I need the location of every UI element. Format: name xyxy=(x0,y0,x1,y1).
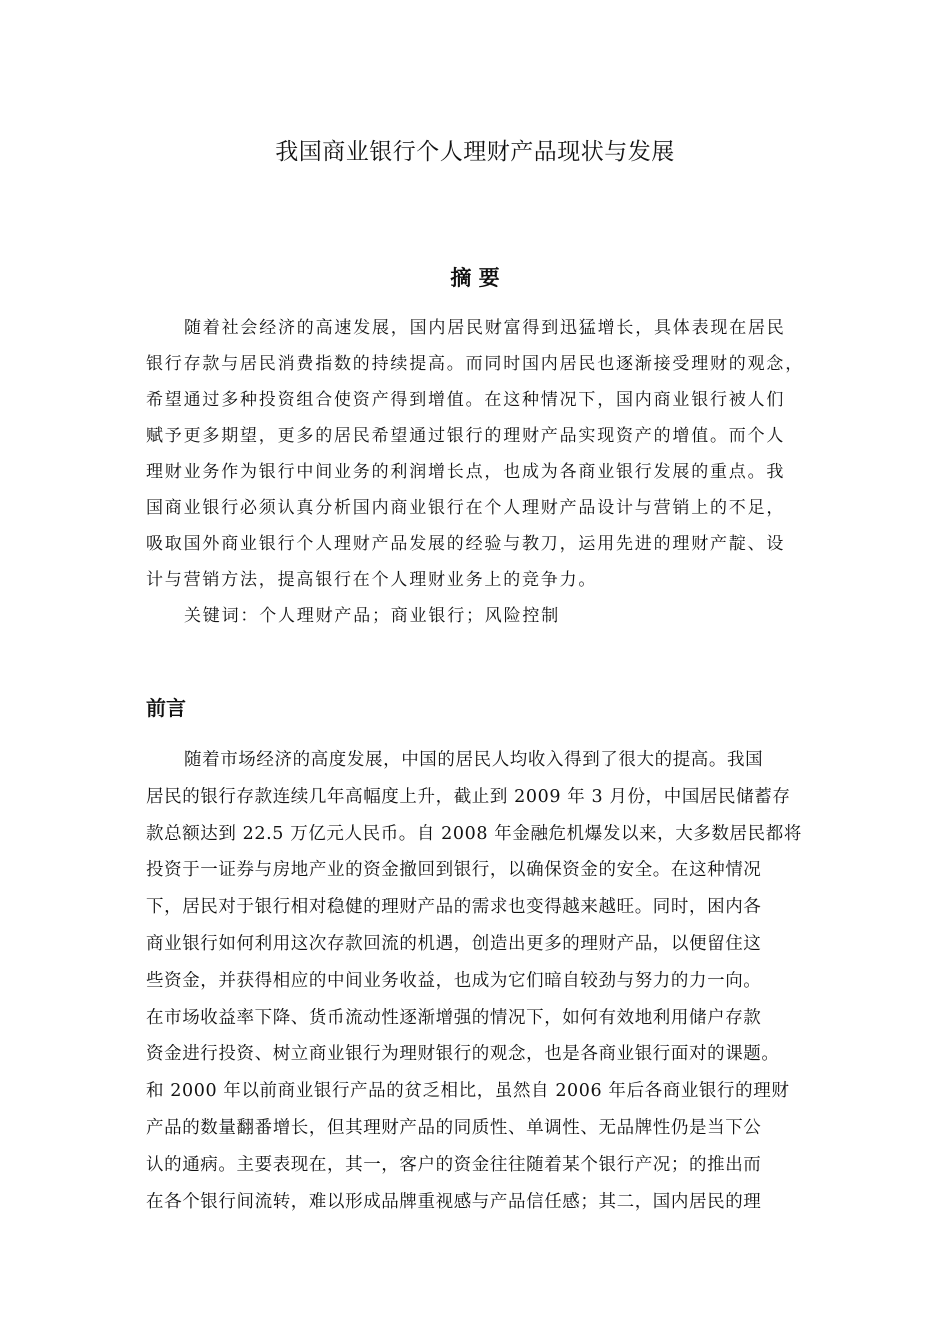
preface-line: 和 2000 年以前商业银行产品的贫乏相比，虽然自 2006 年后各商业银行的理财 xyxy=(146,1081,790,1102)
abstract-line: 理财业务作为银行中间业务的利润增长点，也成为各商业银行发展的重点。我 xyxy=(146,462,786,482)
preface-line: 产品的数量翻番增长，但其理财产品的同质性、单调性、无品牌性仍是当下公 xyxy=(146,1117,762,1138)
document-title: 我国商业银行个人理财产品现状与发展 xyxy=(275,139,675,165)
preface-line: 居民的银行存款连续几年高幅度上升，截止到 2009 年 3 月份，中国居民储蓄存 xyxy=(146,786,791,807)
abstract-heading: 摘 要 xyxy=(450,266,500,290)
abstract-line: 吸取国外商业银行个人理财产品发展的经验与教刀，运用先进的理财产靛、设 xyxy=(146,534,786,554)
preface-line: 资金进行投资、树立商业银行为理财银行的观念，也是各商业银行面对的课题。 xyxy=(146,1044,780,1065)
abstract-body xyxy=(146,310,806,634)
abstract-line: 随着社会经济的高速发展，国内居民财富得到迅猛增长，具体表现在居民 xyxy=(184,318,786,338)
preface-line: 在各个银行间流转，难以形成品牌重视感与产品信任感；其二，国内居民的理 xyxy=(146,1191,762,1212)
abstract-line: 银行存款与居民消费指数的持续提高。而同时国内居民也逐渐接受理财的观念， xyxy=(146,354,804,374)
preface-line: 下，居民对于银行相对稳健的理财产品的需求也变得越来越旺。同时，困内各 xyxy=(146,897,762,918)
preface-line: 在市场收益率下降、货币流动性逐渐增强的情况下，如何有效地利用储户存款 xyxy=(146,1007,762,1028)
preface-heading: 前言 xyxy=(146,696,186,720)
abstract-line: 国商业银行必须认真分析国内商业银行在个人理财产品设计与营销上的不足， xyxy=(146,498,786,518)
abstract-line: 希望通过多种投资组合使资产得到增值。在这种情况下，国内商业银行被人们 xyxy=(146,390,786,410)
keywords-line: 关键词：个人理财产品；商业银行；风险控制 xyxy=(184,606,560,626)
abstract-line: 赋予更多期望，更多的居民希望通过银行的理财产品实现资产的增值。而个人 xyxy=(146,426,786,446)
abstract-line: 计与营销方法，提高银行在个人理财业务上的竞争力。 xyxy=(146,570,598,590)
preface-line: 随着市场经济的高度发展，中国的居民人均收入得到了很大的提高。我国 xyxy=(184,750,764,770)
preface-line: 认的通病。主要表现在，其一，客户的资金往往随着某个银行产况；的推出而 xyxy=(146,1154,762,1175)
preface-line: 投资于一证券与房地产业的资金撤回到银行，以确保资金的安全。在这种情况 xyxy=(146,860,762,881)
preface-body xyxy=(146,742,826,1220)
preface-line: 款总额达到 22.5 万亿元人民币。自 2008 年金融危机爆发以来，大多数居民都将 xyxy=(146,823,802,844)
preface-line: 些资金，并获得相应的中间业务收益，也成为它们暗自较劲与努力的力一向。 xyxy=(146,970,762,991)
preface-line: 商业银行如何利用这次存款回流的机遇，创造出更多的理财产品，以便留住这 xyxy=(146,933,762,954)
